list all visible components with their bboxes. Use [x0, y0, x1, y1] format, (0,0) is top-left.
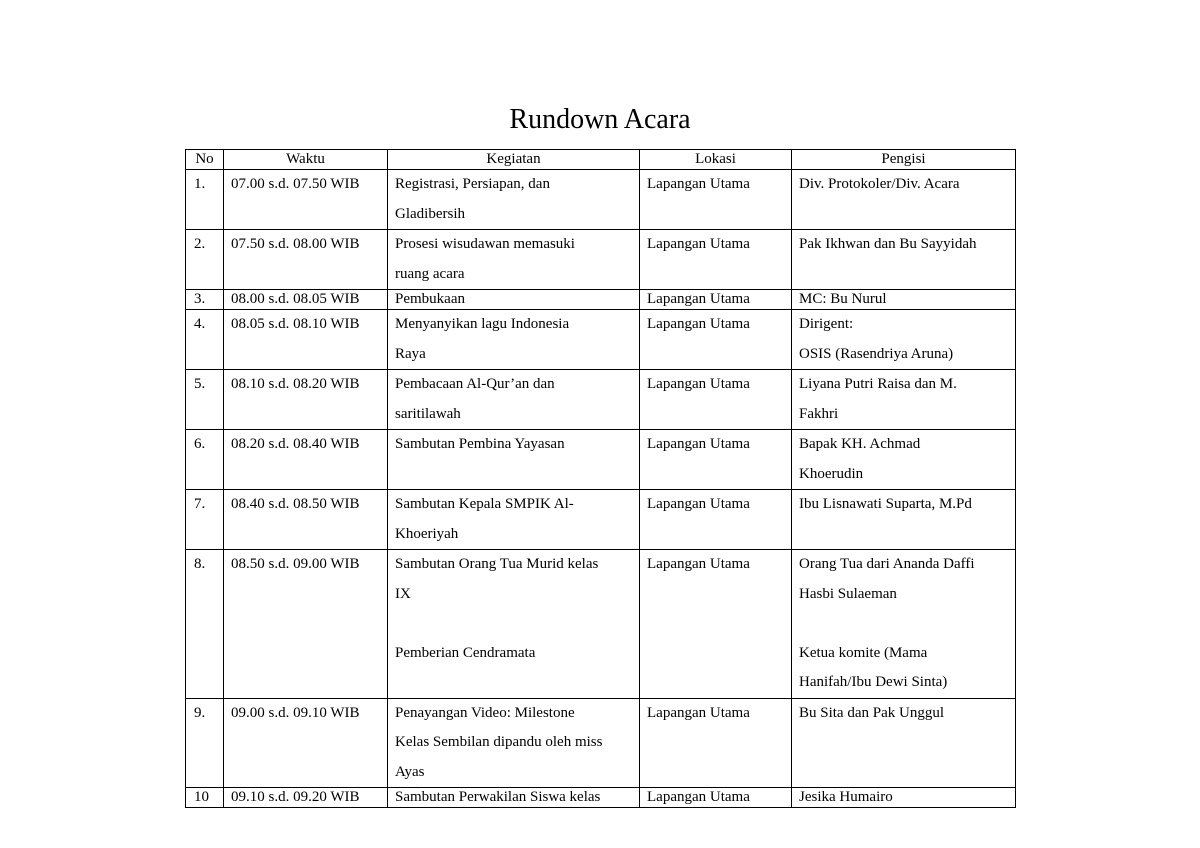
cell-no: 8.	[186, 550, 224, 699]
cell-lokasi: Lapangan Utama	[640, 698, 792, 788]
cell-text-line: Hasbi Sulaeman	[799, 585, 897, 602]
table-row	[186, 170, 1016, 230]
cell-text-line: Gladibersih	[395, 205, 465, 222]
header-pengisi: Pengisi	[792, 150, 1016, 170]
page-title: Rundown Acara	[509, 104, 691, 135]
cell-no: 9.	[186, 698, 224, 788]
table-row	[186, 370, 1016, 430]
cell-waktu: 08.00 s.d. 08.05 WIB	[224, 290, 388, 310]
cell-text-line: Bu Sita dan Pak Unggul	[799, 704, 944, 721]
cell-waktu: 07.50 s.d. 08.00 WIB	[224, 230, 388, 290]
cell-waktu: 09.10 s.d. 09.20 WIB	[224, 788, 388, 808]
header-kegiatan: Kegiatan	[388, 150, 640, 170]
cell-text-line: Prosesi wisudawan memasuki	[395, 236, 575, 252]
table-row	[186, 490, 1016, 550]
cell-pengisi	[792, 370, 1016, 430]
cell-kegiatan	[388, 290, 640, 310]
cell-waktu: 08.40 s.d. 08.50 WIB	[224, 490, 388, 550]
cell-lokasi: Lapangan Utama	[640, 788, 792, 808]
cell-text-line: Penayangan Video: Milestone	[395, 704, 575, 721]
cell-text-line: Bapak KH. Achmad	[799, 436, 921, 452]
cell-text-line: Pembukaan	[395, 291, 465, 307]
cell-text-line: Hanifah/Ibu Dewi Sinta)	[799, 674, 948, 690]
cell-lokasi: Lapangan Utama	[640, 310, 792, 370]
blank-line	[799, 609, 1010, 639]
table-row	[186, 788, 1016, 808]
cell-text-line: Ibu Lisnawati Suparta, M.Pd	[799, 496, 972, 512]
cell-no: 10	[186, 788, 224, 808]
cell-text-line: Kelas Sembilan dipandu oleh miss	[395, 734, 603, 750]
table-row	[186, 230, 1016, 290]
cell-waktu: 08.05 s.d. 08.10 WIB	[224, 310, 388, 370]
cell-text-line: Khoerudin	[799, 465, 864, 482]
cell-lokasi: Lapangan Utama	[640, 370, 792, 430]
cell-pengisi	[792, 550, 1016, 699]
blank-line	[395, 609, 634, 639]
cell-kegiatan	[388, 490, 640, 550]
cell-text-line: IX	[395, 585, 411, 602]
header-no: No	[186, 150, 224, 170]
cell-kegiatan	[388, 550, 640, 699]
cell-text-line: Dirigent:	[799, 316, 854, 332]
cell-text-line: Div. Protokoler/Div. Acara	[799, 176, 960, 192]
cell-text-line: Jesika Humairo	[799, 789, 893, 805]
cell-pengisi	[792, 430, 1016, 490]
cell-text-line: Ayas	[395, 763, 425, 780]
cell-kegiatan	[388, 788, 640, 808]
table-body	[186, 170, 1016, 808]
cell-pengisi	[792, 170, 1016, 230]
cell-text-line: OSIS (Rasendriya Aruna)	[799, 345, 954, 362]
cell-waktu: 09.00 s.d. 09.10 WIB	[224, 698, 388, 788]
table-row	[186, 290, 1016, 310]
cell-text-line: Pak Ikhwan dan Bu Sayyidah	[799, 236, 977, 252]
cell-waktu: 08.20 s.d. 08.40 WIB	[224, 430, 388, 490]
cell-kegiatan	[388, 310, 640, 370]
cell-text-line: ruang acara	[395, 265, 465, 282]
cell-no: 7.	[186, 490, 224, 550]
cell-text-line: Sambutan Orang Tua Murid kelas	[395, 556, 599, 572]
cell-kegiatan	[388, 698, 640, 788]
cell-lokasi: Lapangan Utama	[640, 490, 792, 550]
table-row	[186, 550, 1016, 699]
cell-no: 3.	[186, 290, 224, 310]
cell-kegiatan	[388, 170, 640, 230]
header-waktu: Waktu	[224, 150, 388, 170]
rundown-table	[185, 149, 1016, 808]
cell-pengisi	[792, 698, 1016, 788]
cell-text-line: Pembacaan Al-Qur’an dan	[395, 376, 555, 392]
cell-waktu: 07.00 s.d. 07.50 WIB	[224, 170, 388, 230]
table-row	[186, 430, 1016, 490]
table-row	[186, 698, 1016, 788]
table-row	[186, 310, 1016, 370]
cell-pengisi	[792, 290, 1016, 310]
cell-lokasi: Lapangan Utama	[640, 430, 792, 490]
cell-text-line: Fakhri	[799, 405, 839, 422]
cell-text-line: Ketua komite (Mama	[799, 644, 928, 661]
cell-pengisi	[792, 230, 1016, 290]
cell-text-line: Registrasi, Persiapan, dan	[395, 176, 550, 192]
cell-pengisi	[792, 310, 1016, 370]
cell-lokasi: Lapangan Utama	[640, 230, 792, 290]
header-lokasi: Lokasi	[640, 150, 792, 170]
cell-text-line: Liyana Putri Raisa dan M.	[799, 376, 957, 392]
cell-no: 6.	[186, 430, 224, 490]
cell-no: 2.	[186, 230, 224, 290]
cell-waktu: 08.10 s.d. 08.20 WIB	[224, 370, 388, 430]
cell-kegiatan	[388, 430, 640, 490]
cell-text-line: Raya	[395, 345, 426, 362]
cell-no: 1.	[186, 170, 224, 230]
cell-text-line: Khoeriyah	[395, 525, 459, 542]
cell-kegiatan	[388, 230, 640, 290]
cell-text-line: Menyanyikan lagu Indonesia	[395, 316, 570, 332]
cell-text-line: saritilawah	[395, 405, 461, 422]
cell-lokasi: Lapangan Utama	[640, 170, 792, 230]
cell-no: 4.	[186, 310, 224, 370]
cell-no: 5.	[186, 370, 224, 430]
cell-pengisi	[792, 788, 1016, 808]
cell-text-line: Sambutan Perwakilan Siswa kelas	[395, 789, 601, 805]
cell-text-line: Pemberian Cendramata	[395, 644, 536, 661]
table-header-row	[186, 150, 1016, 170]
cell-lokasi: Lapangan Utama	[640, 290, 792, 310]
cell-pengisi	[792, 490, 1016, 550]
cell-lokasi: Lapangan Utama	[640, 550, 792, 699]
cell-text-line: MC: Bu Nurul	[799, 291, 887, 307]
cell-text-line: Sambutan Pembina Yayasan	[395, 436, 565, 452]
cell-kegiatan	[388, 370, 640, 430]
cell-waktu: 08.50 s.d. 09.00 WIB	[224, 550, 388, 699]
cell-text-line: Sambutan Kepala SMPIK Al-	[395, 496, 574, 512]
cell-text-line: Orang Tua dari Ananda Daffi	[799, 556, 975, 572]
